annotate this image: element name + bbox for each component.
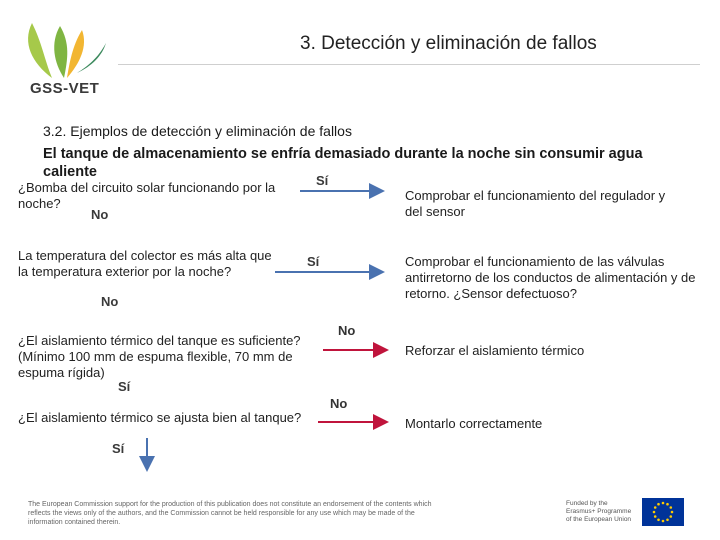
- q2-yes-label: Sí: [307, 254, 320, 269]
- q4-no-label: No: [330, 396, 348, 411]
- section-subtitle: 3.2. Ejemplos de detección y eliminación de fallos: [43, 123, 352, 139]
- q2-no-label: No: [101, 294, 119, 309]
- q1-yes-label: Sí: [316, 173, 329, 188]
- q1-no-label: No: [91, 207, 109, 222]
- page-title: 3. Detección y eliminación de fallos: [300, 33, 597, 54]
- action-3: Reforzar el aislamiento térmico: [405, 343, 585, 358]
- eu-flag-icon: [642, 498, 684, 526]
- q3-yes-label: Sí: [118, 379, 131, 394]
- q3-no-label: No: [338, 323, 356, 338]
- question-4: ¿El aislamiento térmico se ajusta bien al tanque?: [18, 410, 302, 425]
- action-2: Comprobar el funcionamiento de las válvulas antirretorno de los conductos de alimentación y de retorno. ¿Sensor defectuoso?: [405, 254, 696, 301]
- action-4: Montarlo correctamente: [405, 416, 543, 431]
- footer-disclaimer: The European Commission support for the production of this publication does not constitute an endorsement of the contents which reflects the views only of the authors, and the Commission cannot be held responsible for any use which may be made of the information contained therein.: [28, 501, 432, 526]
- q4-yes-label: Sí: [112, 441, 125, 456]
- question-3: ¿El aislamiento térmico del tanque es suficiente? (Mínimo 100 mm de espuma flexible, 70 mm de espuma rígida): [18, 333, 301, 380]
- question-1: ¿Bomba del circuito solar funcionando por la noche?: [18, 180, 276, 211]
- action-1: Comprobar el funcionamiento del regulador y del sensor: [405, 188, 666, 219]
- funded-by-text: Funded by the Erasmus+ Programme of the European Union: [566, 500, 632, 523]
- logo-text: GSS-VET: [30, 80, 100, 97]
- problem-statement: El tanque de almacenamiento se enfría demasiado durante la noche sin consumir agua caliente: [43, 146, 643, 180]
- question-2: La temperatura del colector es más alta que la temperatura exterior por la noche?: [18, 248, 272, 279]
